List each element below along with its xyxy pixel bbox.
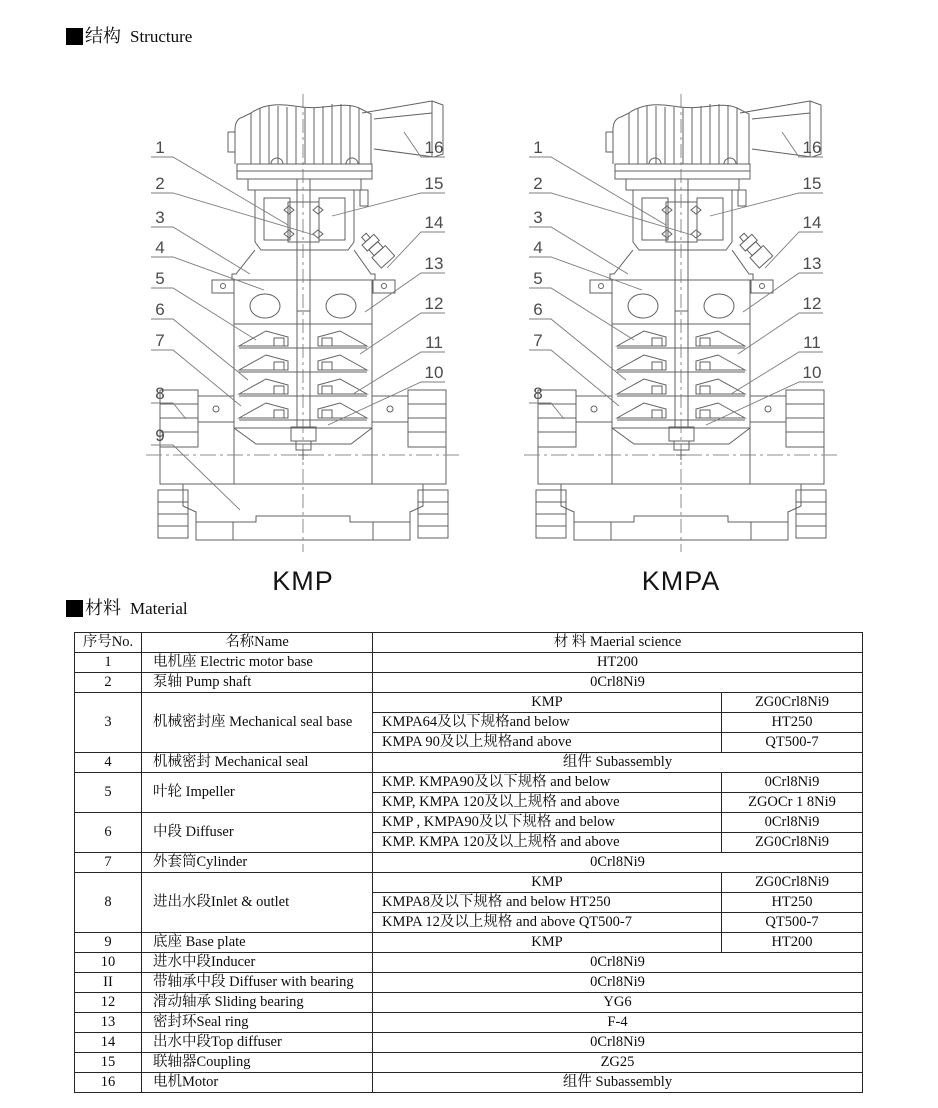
cell-material: 0Crl8Ni9 [373, 1033, 863, 1053]
table-row [75, 693, 863, 713]
callout-leader-line [151, 319, 248, 380]
callout-number-4: 4 [533, 238, 543, 257]
callout-number-3: 3 [155, 208, 165, 227]
callout-leader-line [151, 403, 186, 419]
cell-spec: KMP [373, 873, 722, 893]
cell-material: HT250 [722, 713, 863, 733]
callout-number-6: 6 [533, 300, 543, 319]
table-row [75, 1013, 863, 1033]
callout-number-1: 1 [533, 138, 543, 157]
cell-spec: KMP. KMPA 120及以上规格 and above [373, 833, 722, 853]
structure-section-header [66, 22, 192, 48]
cell-name: 机械密封座 Mechanical seal base [142, 693, 373, 753]
pump-drawing [146, 94, 460, 552]
callout-leader-line [151, 288, 256, 340]
cell-material: ZG25 [373, 1053, 863, 1073]
table-row [75, 933, 863, 953]
callout-number-16: 16 [802, 138, 822, 157]
cell-name: 进水中段Inducer [142, 953, 373, 973]
table-row [75, 1053, 863, 1073]
kmpa-figure [516, 92, 846, 597]
cell-name: 出水中段Top diffuser [142, 1033, 373, 1053]
cell-name: 进出水段Inlet & outlet [142, 873, 373, 933]
callout-number-13: 13 [802, 254, 822, 273]
callout-number-8: 8 [533, 384, 543, 403]
callout-leader-line [529, 157, 666, 225]
table-row [75, 973, 863, 993]
cell-material: HT200 [722, 933, 863, 953]
cell-no: 10 [75, 953, 142, 973]
callout-leader-line [529, 403, 564, 419]
cell-material: 0Crl8Ni9 [373, 673, 863, 693]
callout-leader-line [151, 157, 288, 225]
cell-name: 滑动轴承 Sliding bearing [142, 993, 373, 1013]
callout-number-7: 7 [155, 331, 165, 350]
structure-title-en: Structure [130, 27, 193, 46]
cell-no: 3 [75, 693, 142, 753]
cell-material: QT500-7 [722, 913, 863, 933]
cell-material: ZGOCr 1 8Ni9 [722, 793, 863, 813]
cell-name: 底座 Base plate [142, 933, 373, 953]
callout-number-7: 7 [533, 331, 543, 350]
cell-name: 密封环Seal ring [142, 1013, 373, 1033]
table-row [75, 773, 863, 793]
material-title-cn: 材料 [85, 598, 121, 618]
callout-number-11: 11 [425, 333, 443, 352]
cell-name: 中段 Diffuser [142, 813, 373, 853]
kmp-cross-section-drawing [138, 92, 468, 557]
cell-no: 14 [75, 1033, 142, 1053]
material-section-header [66, 594, 188, 620]
pump-drawing [524, 94, 838, 552]
cell-name: 叶轮 Impeller [142, 773, 373, 813]
cell-spec: KMPA 90及以上规格and above [373, 733, 722, 753]
cell-material: HT250 [722, 893, 863, 913]
table-row [75, 853, 863, 873]
cell-material: F-4 [373, 1013, 863, 1033]
table-row [75, 673, 863, 693]
cell-no: 7 [75, 853, 142, 873]
cell-material: ZG0Crl8Ni9 [722, 873, 863, 893]
table-row [75, 753, 863, 773]
callout-number-10: 10 [802, 363, 822, 382]
cell-material: ZG0Crl8Ni9 [722, 693, 863, 713]
callout-number-12: 12 [424, 294, 444, 313]
cell-material: 0Crl8Ni9 [373, 973, 863, 993]
callout-number-1: 1 [155, 138, 165, 157]
cell-spec: KMPA64及以下规格and below [373, 713, 722, 733]
callout-number-8: 8 [155, 384, 165, 403]
structure-title-cn: 结构 [85, 26, 121, 46]
callout-number-6: 6 [155, 300, 165, 319]
cell-no: 5 [75, 773, 142, 813]
callout-number-13: 13 [424, 254, 444, 273]
cell-material: 组件 Subassembly [373, 753, 863, 773]
cell-no: 15 [75, 1053, 142, 1073]
cell-name: 外套筒Cylinder [142, 853, 373, 873]
pump-diagrams [138, 92, 846, 597]
cell-no: II [75, 973, 142, 993]
cell-spec: KMP [373, 933, 722, 953]
table-row [75, 873, 863, 893]
cell-spec: KMPA8及以下规格 and below HT250 [373, 893, 722, 913]
cell-material: 0Crl8Ni9 [722, 773, 863, 793]
cell-no: 9 [75, 933, 142, 953]
material-title-en: Material [130, 599, 188, 618]
cell-no: 12 [75, 993, 142, 1013]
callout-number-5: 5 [533, 269, 543, 288]
cell-name: 机械密封 Mechanical seal [142, 753, 373, 773]
cell-name: 带轴承中段 Diffuser with bearing [142, 973, 373, 993]
callout-leader-line [529, 288, 634, 340]
cell-no: 8 [75, 873, 142, 933]
cell-spec: KMPA 12及以上规格 and above QT500-7 [373, 913, 722, 933]
callout-number-2: 2 [155, 174, 165, 193]
callout-number-9: 9 [155, 426, 165, 445]
cell-material: QT500-7 [722, 733, 863, 753]
cell-no: 13 [75, 1013, 142, 1033]
cell-name: 电机座 Electric motor base [142, 653, 373, 673]
cell-no: 1 [75, 653, 142, 673]
callout-leader-line [529, 319, 626, 380]
cell-material: 0Crl8Ni9 [373, 953, 863, 973]
table-row [75, 813, 863, 833]
table-header-row [75, 633, 863, 653]
header-no: 序号No. [75, 633, 142, 653]
cell-material: 0Crl8Ni9 [722, 813, 863, 833]
callout-number-15: 15 [802, 174, 822, 193]
cell-material: 0Crl8Ni9 [373, 853, 863, 873]
cell-material: YG6 [373, 993, 863, 1013]
table-row [75, 1033, 863, 1053]
section-marker-square [66, 600, 83, 617]
cell-name: 电机Motor [142, 1073, 373, 1093]
cell-no: 4 [75, 753, 142, 773]
cell-no: 16 [75, 1073, 142, 1093]
callout-number-4: 4 [155, 238, 165, 257]
callout-number-16: 16 [424, 138, 444, 157]
cell-material: 组件 Subassembly [373, 1073, 863, 1093]
callout-number-14: 14 [802, 213, 822, 232]
kmp-label: KMP [272, 566, 334, 596]
kmpa-label: KMPA [641, 566, 721, 596]
table-row [75, 953, 863, 973]
cell-spec: KMP , KMPA90及以下规格 and below [373, 813, 722, 833]
cell-name: 联轴器Coupling [142, 1053, 373, 1073]
cell-no: 2 [75, 673, 142, 693]
callout-number-12: 12 [802, 294, 822, 313]
kmpa-cross-section-drawing [516, 92, 846, 557]
header-material: 材 料 Maerial science [373, 633, 863, 653]
callout-number-14: 14 [424, 213, 444, 232]
material-table [74, 632, 863, 1093]
cell-material: ZG0Crl8Ni9 [722, 833, 863, 853]
cell-no: 6 [75, 813, 142, 853]
cell-name: 泵轴 Pump shaft [142, 673, 373, 693]
callout-number-10: 10 [424, 363, 444, 382]
cell-material: HT200 [373, 653, 863, 673]
table-row [75, 653, 863, 673]
table-row [75, 993, 863, 1013]
callout-number-3: 3 [533, 208, 543, 227]
cell-spec: KMP. KMPA90及以下规格 and below [373, 773, 722, 793]
cell-spec: KMP, KMPA 120及以上规格 and above [373, 793, 722, 813]
callout-leader-line [151, 257, 264, 290]
table-row [75, 1073, 863, 1093]
callout-number-5: 5 [155, 269, 165, 288]
callout-number-2: 2 [533, 174, 543, 193]
callout-number-11: 11 [803, 333, 821, 352]
section-marker-square [66, 28, 83, 45]
callout-leader-line [529, 257, 642, 290]
kmp-figure [138, 92, 468, 597]
cell-spec: KMP [373, 693, 722, 713]
callout-number-15: 15 [424, 174, 444, 193]
header-name: 名称Name [142, 633, 373, 653]
